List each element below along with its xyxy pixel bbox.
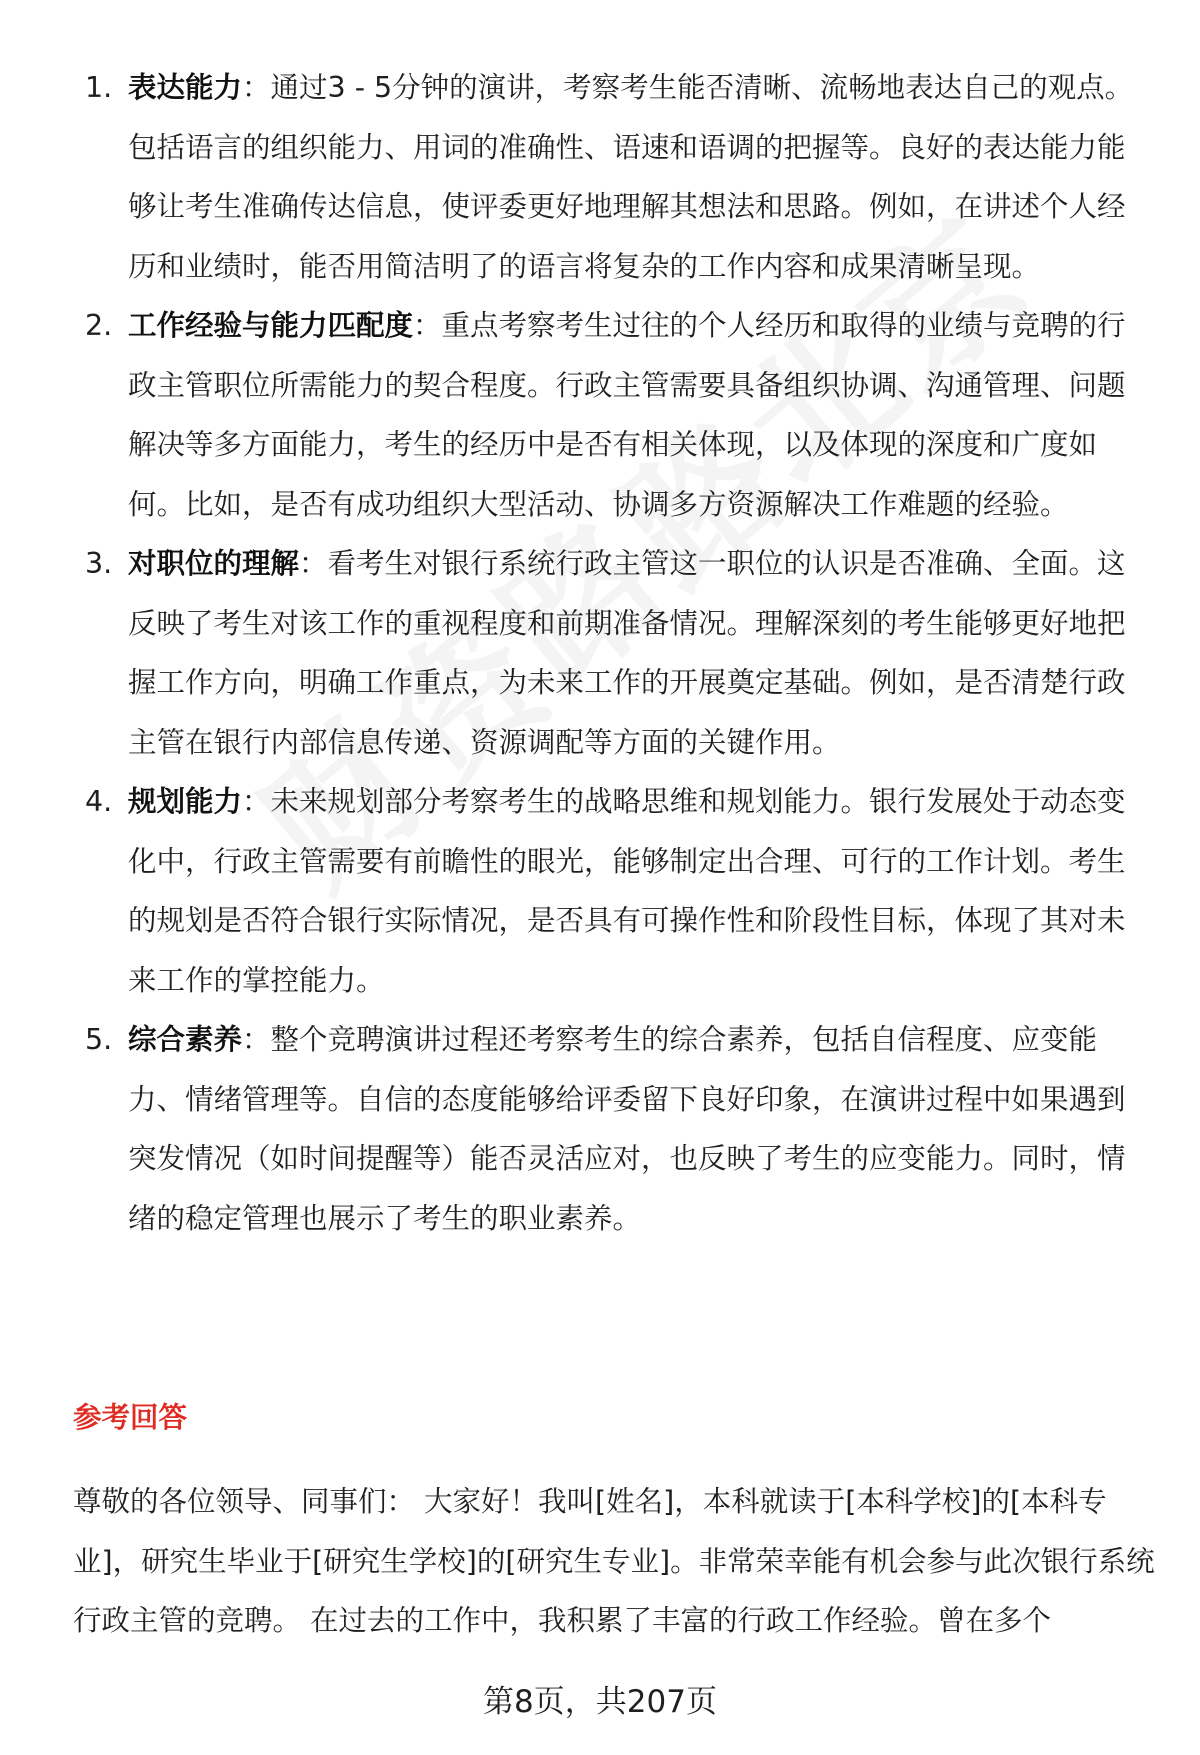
criterion-item (0, 58, 1200, 296)
page-number: 第8页，共207页 (483, 1684, 717, 1720)
criterion-number: 3. (85, 547, 113, 580)
criterion-number: 2. (85, 309, 113, 342)
criterion-title: 工作经验与能力匹配度 (128, 309, 414, 342)
criterion-text: ：重点考察考生过往的个人经历和取得的业绩与竞聘的行政主管职位所需能力的契合程度。行政主管需要具备组织协调、沟通管理、问题解决等多方面能力，考生的经历中是否有相关体现，以及体现的深度和广度如何。比如，是否有成功组织大型活动、协调多方资源解决工作难题的经验。 (128, 309, 1126, 521)
evaluation-criteria-list (0, 58, 1200, 1248)
reference-answer-paragraph: 尊敬的各位领导、同事们： 大家好！我叫[姓名]，本科就读于[本科学校]的[本科专业]，研究生毕业于[研究生学校]的[研究生专业]。非常荣幸能有机会参与此次银行系统行政主管的竞聘。 在过去的工作中，我积累了丰富的行政工作经验。曾在多个 (73, 1485, 1155, 1637)
criterion-number: 4. (85, 785, 113, 818)
criterion-text: ：整个竞聘演讲过程还考察考生的综合素养，包括自信程度、应变能力、情绪管理等。自信的态度能够给评委留下良好印象，在演讲过程中如果遇到突发情况（如时间提醒等）能否灵活应对，也反映了考生的应变能力。同时，情绪的稳定管理也展示了考生的职业素养。 (128, 1023, 1126, 1235)
criterion-item (0, 534, 1200, 772)
criterion-item (0, 1010, 1200, 1248)
criterion-text: ：未来规划部分考察考生的战略思维和规划能力。银行发展处于动态变化中，行政主管需要有前瞻性的眼光，能够制定出合理、可行的工作计划。考生的规划是否符合银行实际情况，是否具有可操作性和阶段性目标，体现了其对未来工作的掌控能力。 (128, 785, 1126, 997)
criterion-title: 规划能力 (128, 785, 243, 818)
criterion-title: 对职位的理解 (128, 547, 300, 580)
criterion-number: 1. (85, 71, 113, 104)
criterion-title: 综合素养 (128, 1023, 243, 1056)
criterion-item (0, 772, 1200, 1010)
criterion-number: 5. (85, 1023, 113, 1056)
criterion-item (0, 296, 1200, 534)
criterion-title: 表达能力 (128, 71, 243, 104)
criterion-text: ：通过3 - 5分钟的演讲，考察考生能否清晰、流畅地表达自己的观点。包括语言的组织能力、用词的准确性、语速和语调的把握等。良好的表达能力能够让考生准确传达信息，使评委更好地理解其想法和思路。例如，在讲述个人经历和业绩时，能否用简洁明了的语言将复杂的工作内容和成果清晰呈现。 (128, 71, 1134, 283)
criterion-text: ：看考生对银行系统行政主管这一职位的认识是否准确、全面。这反映了考生对该工作的重视程度和前期准备情况。理解深刻的考生能够更好地把握工作方向，明确工作重点，为未来工作的开展奠定基础。例如，是否清楚行政主管在银行内部信息传递、资源调配等方面的关键作用。 (128, 547, 1126, 759)
reference-answer-heading: 参考回答 (73, 1401, 188, 1434)
